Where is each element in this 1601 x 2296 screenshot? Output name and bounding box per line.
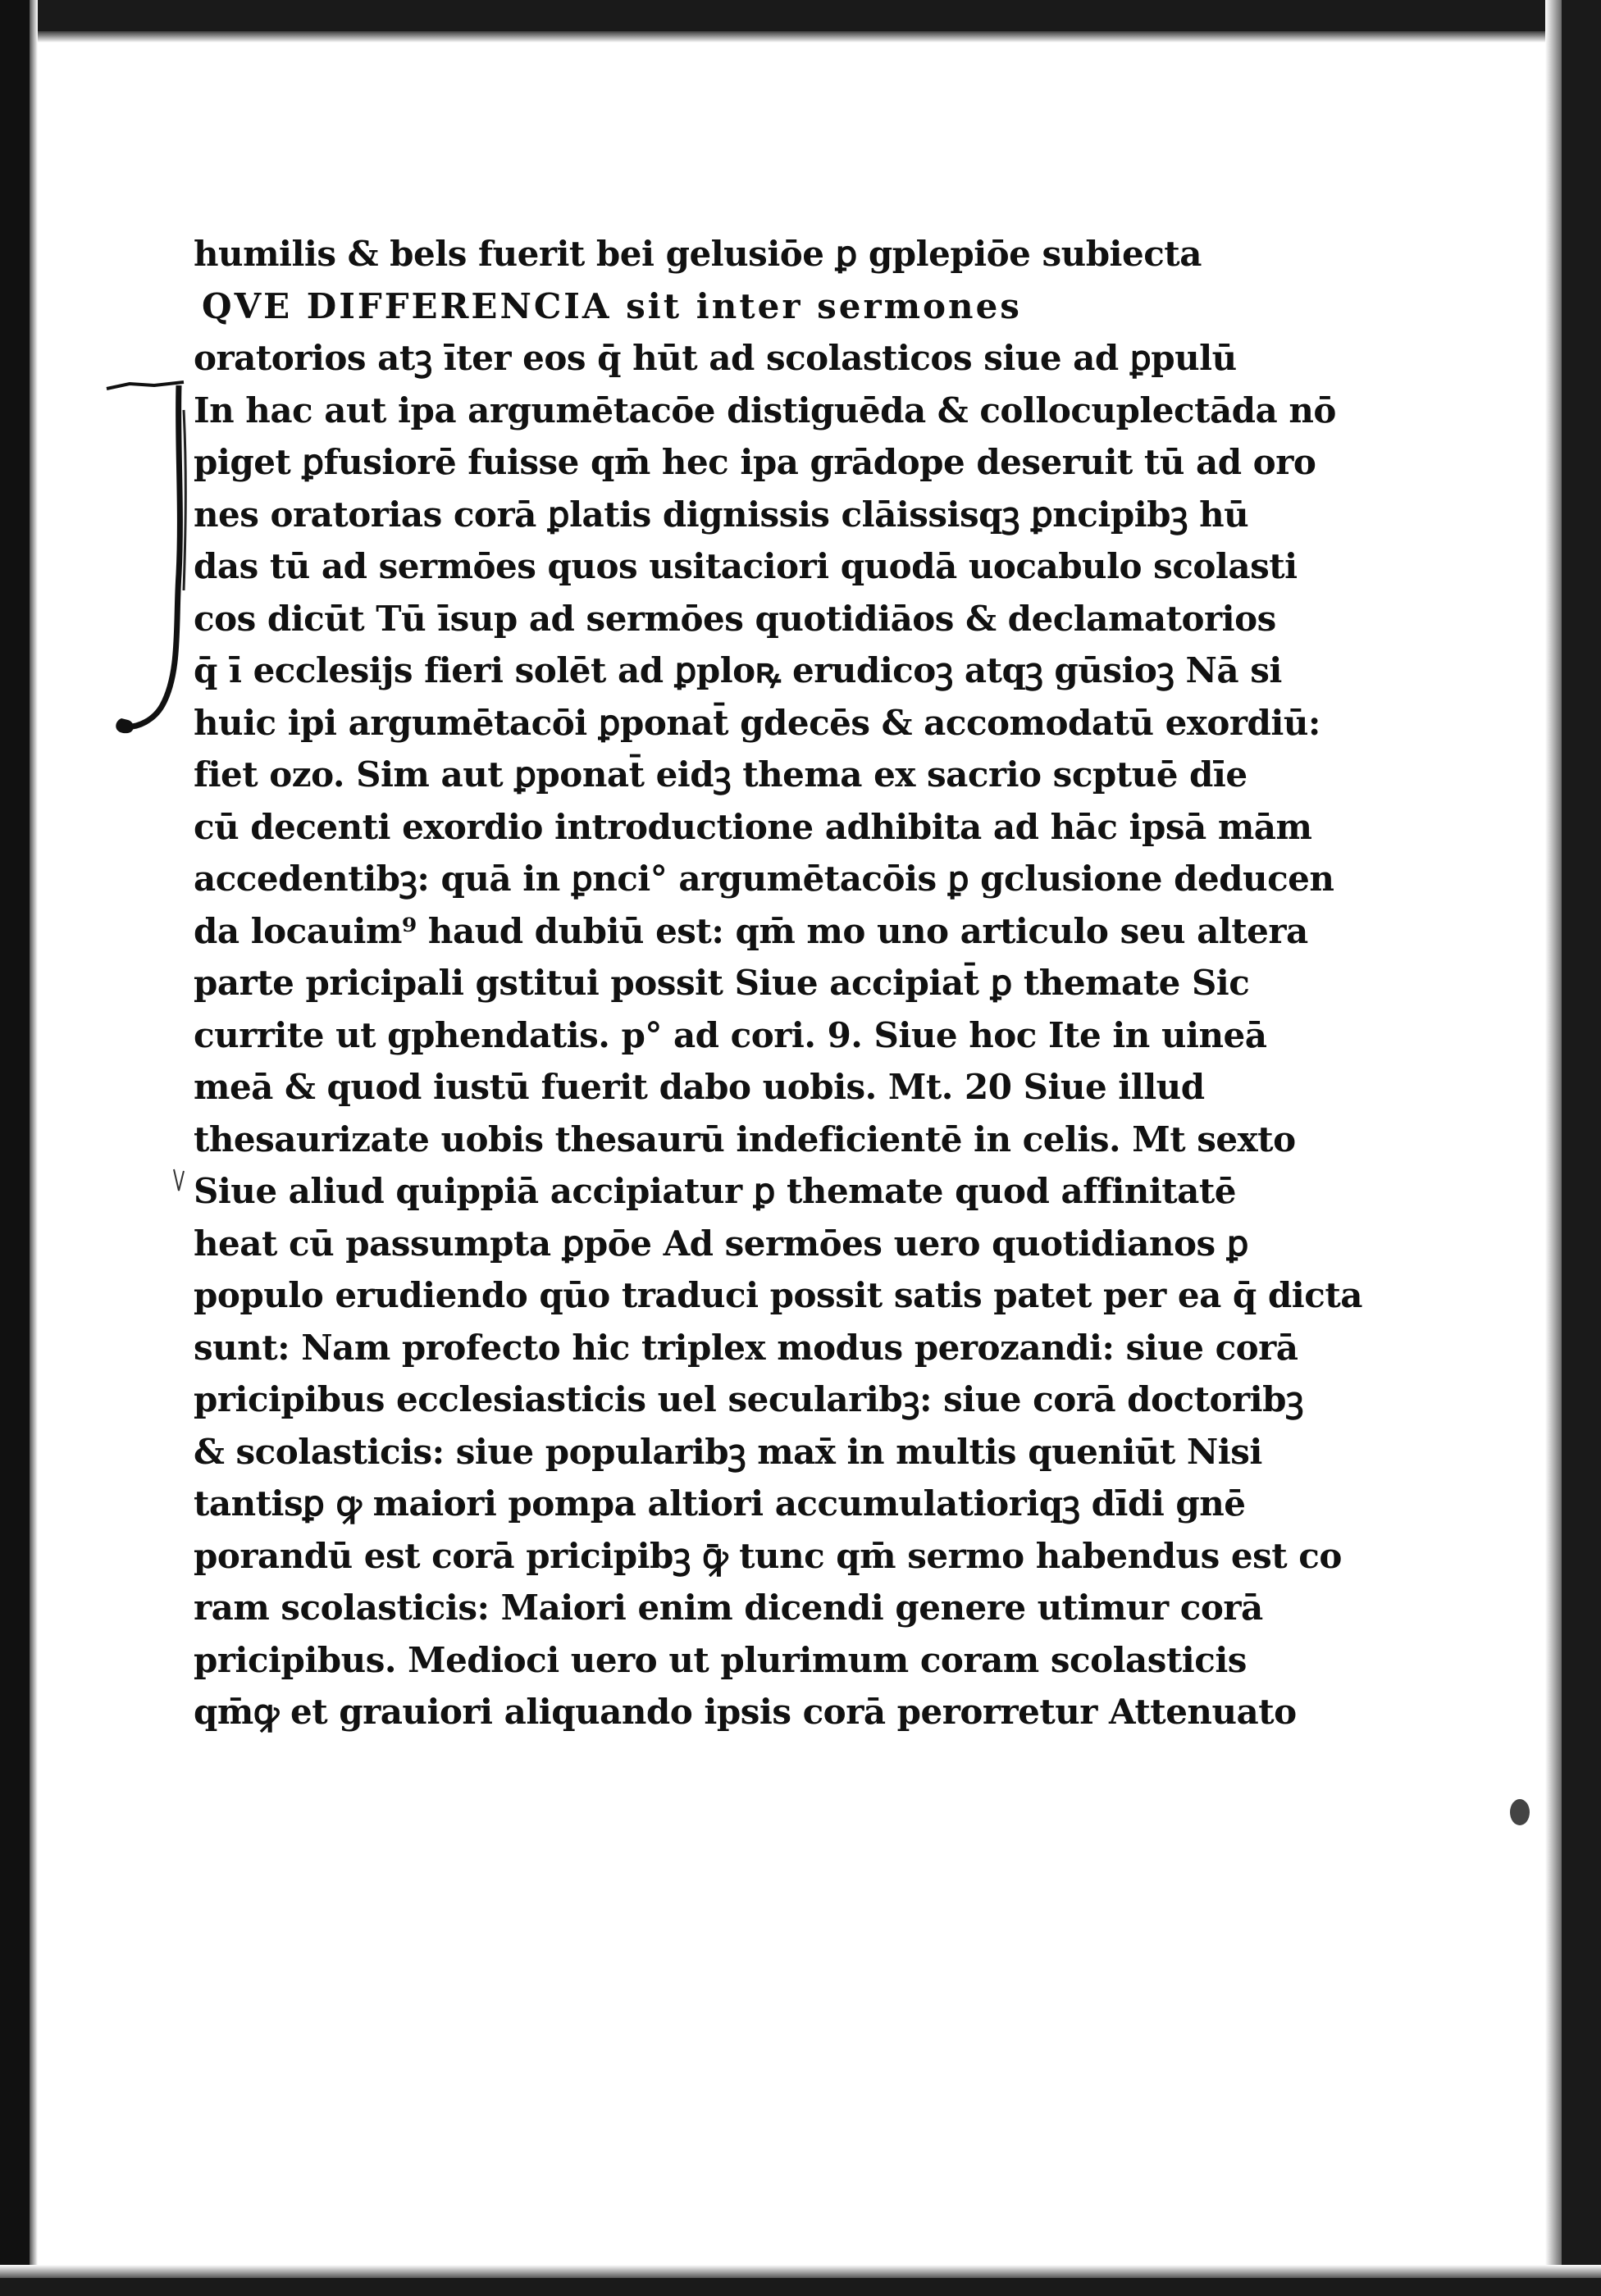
text-line: Siue aliud quippiā accipiatur ꝑ themate quod affinitatē bbox=[194, 1171, 1237, 1211]
text-line: pricipibus ecclesiasticis uel secularibꝫ: siue corā doctoribꝫ bbox=[194, 1379, 1303, 1419]
text-line: thesaurizate uobis thesaurū indeficientē in celis. Mt sexto bbox=[194, 1118, 1296, 1159]
text-line: In hac aut ipa argumētacōe distiguēda & collocuplectāda nō bbox=[194, 390, 1336, 430]
text-line: cos dicūt Tū īsup ad sermōes quotidiāos & declamatorios bbox=[194, 598, 1276, 639]
scan-border-left bbox=[0, 0, 30, 2296]
scan-border-top bbox=[0, 0, 1601, 31]
scan-shadow-bottom bbox=[0, 2265, 1601, 2278]
scan-shadow-top bbox=[0, 31, 1601, 43]
text-line: oratorios atꝫ īter eos q̄ hūt ad scolasticos siue ad ꝑpulū bbox=[194, 338, 1237, 378]
section-heading: QVE DIFFERENCIA sit inter sermones bbox=[202, 285, 1022, 326]
text-line: nes oratorias corā ꝑlatis dignissis clāissisqꝫ ꝑncipibꝫ hū bbox=[194, 494, 1249, 535]
text-line: populo erudiendo qūo traduci possit satis patet per ea q̄ dicta bbox=[194, 1275, 1362, 1315]
text-line: piget ꝑfusiorē fuisse qm̄ hec ipa grādope deseruit tū ad oro bbox=[194, 442, 1316, 482]
text-line: meā & quod iustū fuerit dabo uobis. Mt. 20 Siue illud bbox=[194, 1067, 1205, 1107]
text-line: sunt: Nam profecto hic triplex modus perozandi: siue corā bbox=[194, 1327, 1298, 1368]
text-line: fiet ozo. Sim aut ꝑponat̄ eidꝫ thema ex sacrio scptuē dīe bbox=[194, 754, 1248, 795]
text-line: currite ut gphendatis. p° ad cori. 9. Siue hoc Ite in uineā bbox=[194, 1014, 1267, 1055]
text-line: tantisꝑ ꝙ maiori pompa altiori accumulatioriqꝫ dīdi gnē bbox=[194, 1483, 1246, 1524]
scan-border-bottom bbox=[0, 2278, 1601, 2296]
text-line: pricipibus. Medioci uero ut plurimum coram scolasticis bbox=[194, 1639, 1247, 1680]
margin-tick-mark bbox=[171, 1166, 187, 1199]
text-line: qm̄ꝙ et grauiori aliquando ipsis corā perorretur Attenuato bbox=[194, 1692, 1297, 1732]
initial-letter-mark bbox=[105, 377, 195, 738]
text-line: & scolasticis: siue popularibꝫ max̄ in multis queniūt Nisi bbox=[194, 1431, 1262, 1472]
text-line: da locauim⁹ haud dubiū est: qm̄ mo uno articulo seu altera bbox=[194, 910, 1308, 951]
ink-blot bbox=[1507, 1796, 1532, 1829]
scan-shadow-left bbox=[30, 0, 38, 2296]
text-line: humilis & bels fuerit bei gelusiōe ꝑ gplepiōe subiecta bbox=[194, 234, 1202, 274]
scan-border-right bbox=[1562, 0, 1601, 2296]
text-line: huic ipi argumētacōi ꝑponat̄ gdecēs & accomodatū exordiū: bbox=[194, 702, 1320, 743]
text-line: accedentibꝫ: quā in ꝑnci° argumētacōis ꝑ gclusione deducen bbox=[194, 859, 1334, 899]
text-line: das tū ad sermōes quos usitaciori quodā uocabulo scolasti bbox=[194, 546, 1298, 586]
text-line: ram scolasticis: Maiori enim dicendi genere utimur corā bbox=[194, 1588, 1263, 1628]
text-line: q̄ ī ecclesijs fieri solēt ad ꝑploꝶ erudicoꝫ atqꝫ gūsioꝫ Nā si bbox=[194, 650, 1282, 690]
scan-shadow-right bbox=[1545, 0, 1562, 2296]
text-line: parte pricipali gstitui possit Siue accipiat̄ ꝑ themate Sic bbox=[194, 963, 1250, 1003]
text-line: porandū est corā pricipibꝫ ꝙ̄ tunc qm̄ sermo habendus est co bbox=[194, 1535, 1342, 1576]
text-line: heat cū passumpta ꝑpōe Ad sermōes uero quotidianos ꝑ bbox=[194, 1223, 1248, 1264]
text-line: cū decenti exordio introductione adhibita ad hāc ipsā mām bbox=[194, 806, 1312, 847]
body-text bbox=[194, 228, 1362, 1738]
